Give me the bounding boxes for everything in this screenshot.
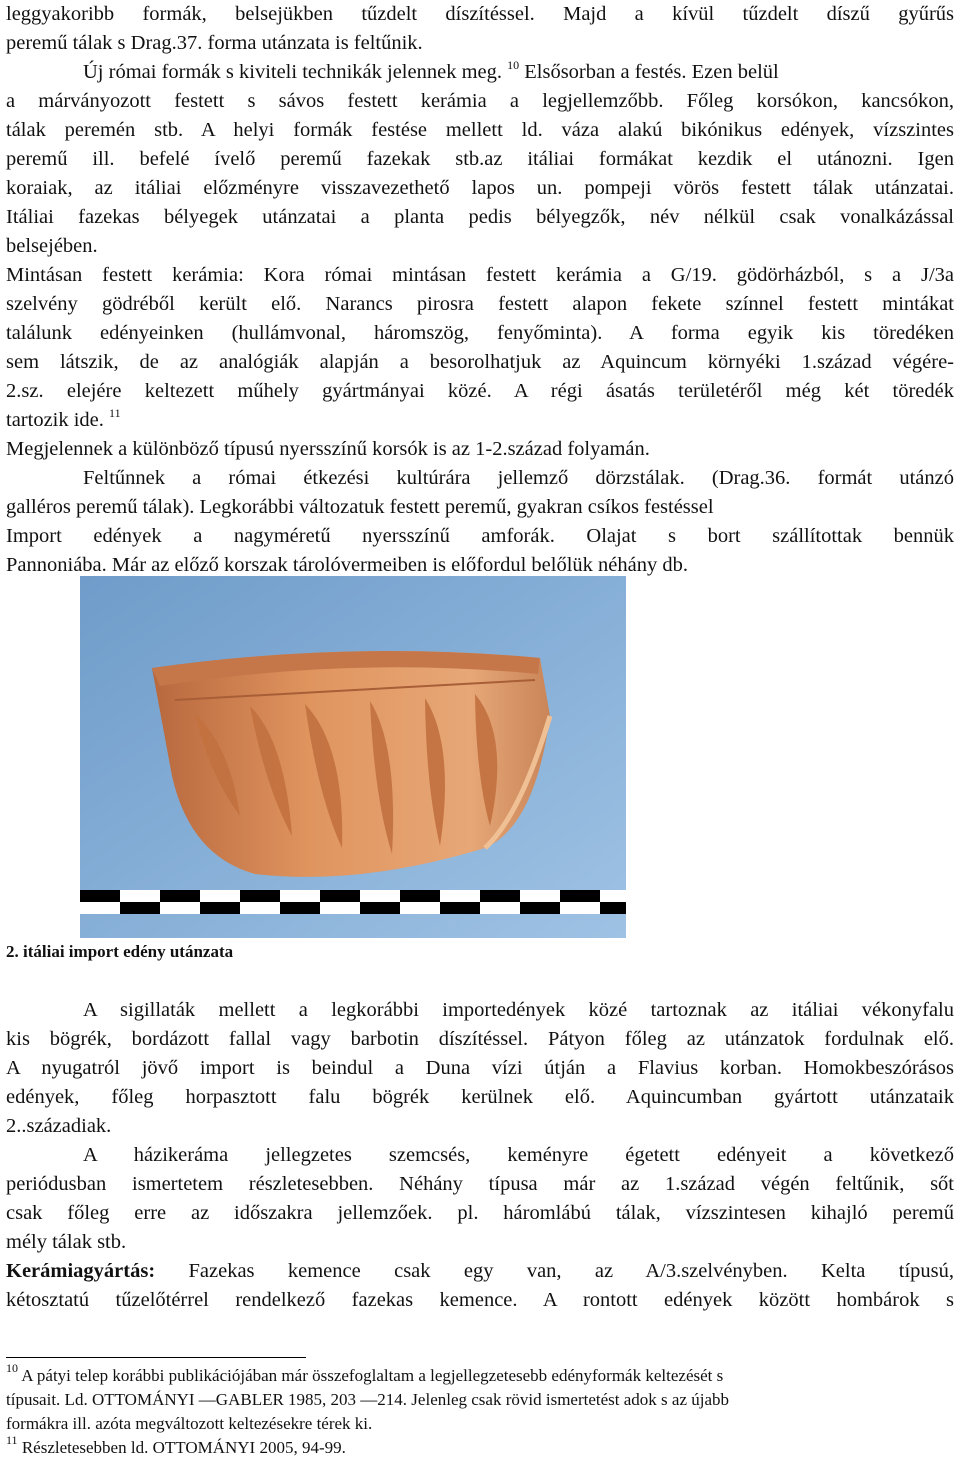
text-line: Megjelennek a különböző típusú nyersszínű korsók is az 1-2.század folyamán. [6, 438, 650, 460]
text-line: leggyakoribb formák, belsejükben tűzdelt díszítéssel. Majd a kívül tűzdelt díszű gyűrűs [6, 3, 954, 25]
text-line: A nyugatról jövő import is beindul a Duna vízi útján a Flavius korban. Homokbeszórásos [6, 1057, 954, 1079]
text-line: A sigillaták mellett a legkorábbi importedények közé tartoznak az itáliai vékonyfalu [83, 999, 954, 1021]
text-line: periódusban ismertetem részletesebben. Néhány típusa már az 1.század végén feltűnik, sőt [6, 1173, 954, 1195]
text-line: Pannoniába. Már az előző korszak tárolóvermeiben is előfordul belőlük néhány db. [6, 554, 688, 576]
text-line: mély tálak stb. [6, 1231, 127, 1253]
text-line: koraiak, az itáliai előzményre visszavezethető lapos un. pompeji vörös festett tálak utánzatai. [6, 177, 954, 199]
text-line: peremű ill. befelé ívelő peremű fazekak stb.az itáliai formákat kezdik el utánozni. Igen [6, 148, 954, 170]
text-line: találunk edényeinken (hullámvonal, háromszög, fenyőminta). A forma egyik kis töredéken [6, 322, 954, 344]
text-line: csak főleg erre az időszakra jellemzőek. pl. háromlábú tálak, vízszintesen kihajló peremű [6, 1202, 954, 1224]
section-heading: Kerámiagyártás: [6, 1260, 156, 1282]
text-line: kis bögrék, bordázott fallal vagy barbotin díszítéssel. Pátyon főleg az utánzatok fordulnak elő. [6, 1028, 954, 1050]
text-line: Új római formák s kiviteli technikák jelennek meg. $^{10}$ Elsősorban a festés. Ezen belül [83, 58, 779, 83]
text-line: peremű tálak s Drag.37. forma utánzata is feltűnik. [6, 32, 423, 54]
text-line: 2.sz. elejére keltezett műhely gyártmányai közé. A régi ásatás területéről még két töredék [6, 380, 954, 402]
footnote-number: 10 [6, 1361, 18, 1375]
text-line: belsejében. [6, 235, 98, 257]
text-line: Kerámiagyártás: Fazekas kemence csak egy van, az A/3.szelvényben. Kelta típusú, [6, 1260, 954, 1282]
text-line: kétosztatú tűzelőtérrel rendelkező fazekas kemence. A rontott edények között hombárok s [6, 1289, 954, 1311]
footnote: $^{11}$ Részletesebben ld. OTTOMÁNYI 2005, 94-99. [6, 1433, 346, 1457]
footnote: $^{10}$ A pátyi telep korábbi publikációjában már összefoglaltam a legjellegzetesebb edényformák keltezését s [6, 1361, 724, 1385]
text-line: sem látszik, de az analógiák alapján a besorolhatjuk az Aquincum környéki 1.század végére- [6, 351, 954, 373]
text-line: tálak peremén stb. A helyi formák festése mellett ld. váza alakú bikónikus edények, vízszintes [6, 119, 954, 141]
footnote-ref[interactable]: 11 [109, 406, 121, 420]
text-line: 2..századiak. [6, 1115, 112, 1137]
text-line: A házikeráma jellegzetes szemcsés, keményre égetett edényeit a következő [83, 1144, 954, 1166]
figure-caption: 2. itáliai import edény utánzata [6, 942, 234, 961]
text-line: Itáliai fazekas bélyegek utánzatai a planta pedis bélyegzők, név nélkül csak vonalkázással [6, 206, 954, 228]
footnote: formákra ill. azóta megváltozott keltezésekre térek ki. [6, 1414, 373, 1433]
text-line: szelvény gödréből került elő. Narancs pirosra festett alapon fekete színnel festett mintákat [6, 293, 954, 315]
text-line: galléros peremű tálak). Legkorábbi változatuk festett peremű, gyakran csíkos festéssel [6, 496, 714, 518]
footnote-ref[interactable]: 10 [507, 58, 520, 72]
footnote-number: 11 [6, 1433, 18, 1447]
text-line: Feltűnnek a római étkezési kultúrára jellemző dörzstálak. (Drag.36. formát utánzó [83, 467, 954, 489]
text-line: a márványozott festett s sávos festett kerámia a legjellemzőbb. Főleg korsókon, kancsókon, [6, 90, 954, 112]
pottery-photo [80, 576, 626, 938]
text-line: tartozik ide. $^{11}$ [6, 406, 121, 431]
footnote-divider [6, 1357, 306, 1358]
footnote: típusait. Ld. OTTOMÁNYI —GABLER 1985, 203 —214. Jelenleg csak rövid ismertetést adok s az újabb [6, 1390, 730, 1409]
text-line: Mintásan festett kerámia: Kora római mintásan festett kerámia a G/19. gödörházból, s a J/3a [6, 264, 954, 286]
text-line: edények, főleg horpasztott falu bögrék kerülnek elő. Aquincumban gyártott utánzataik [6, 1086, 954, 1108]
text-line: Import edények a nagyméretű nyersszínű amforák. Olajat s bort szállítottak bennük [6, 525, 954, 547]
